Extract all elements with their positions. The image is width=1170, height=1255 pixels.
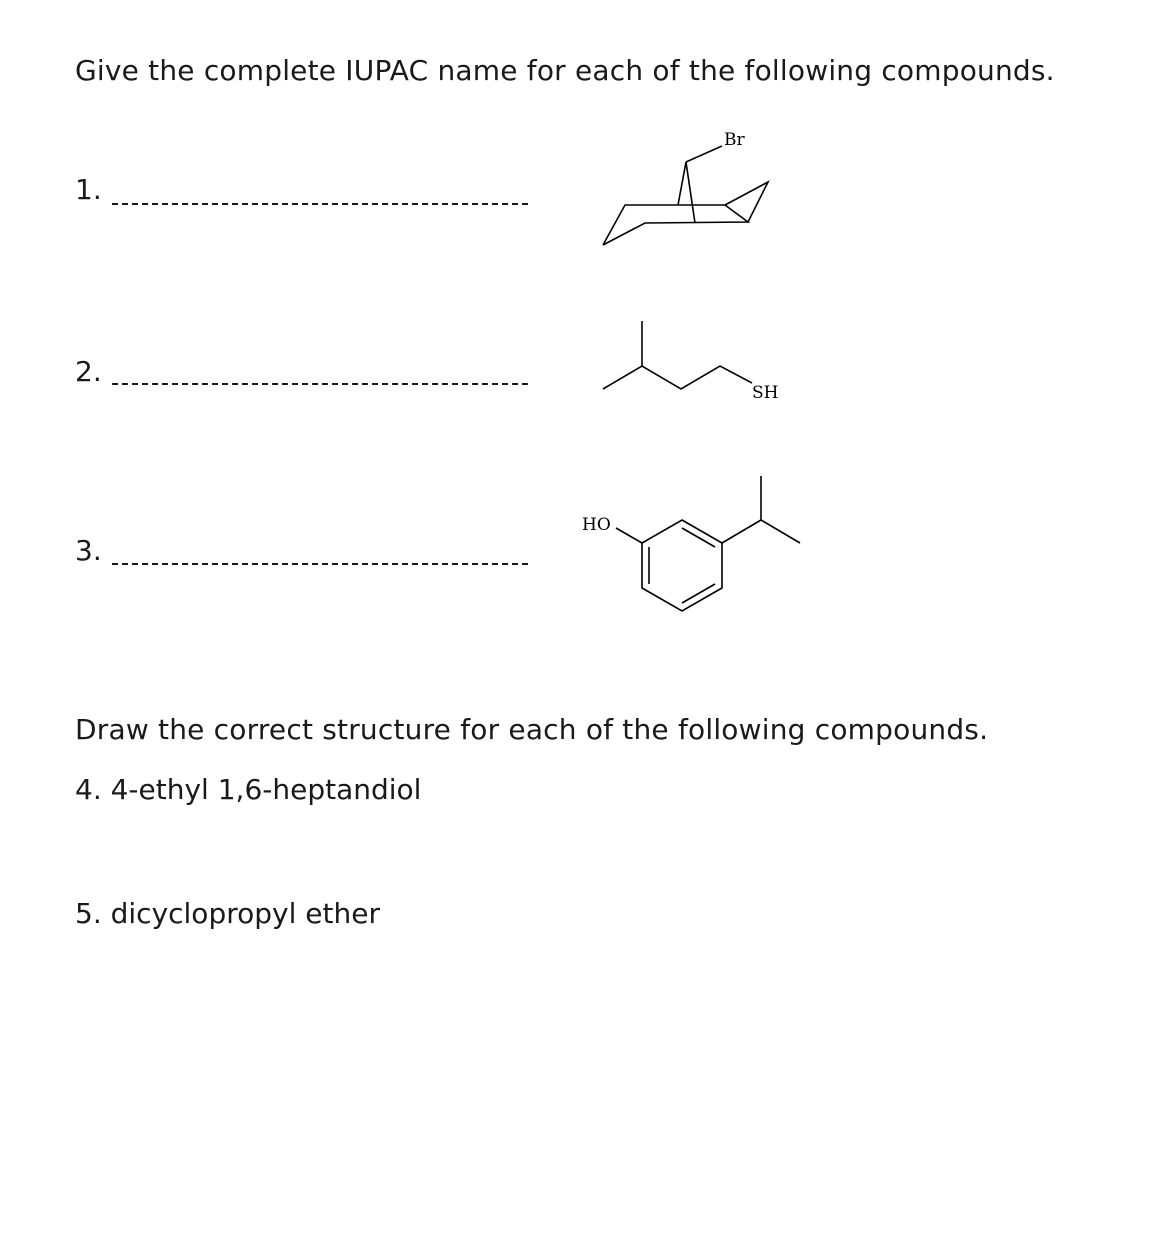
ring-isopropyl-bond — [722, 520, 761, 543]
structure-1-cyclohexane-chair — [603, 146, 768, 245]
thiol-label: SH — [752, 383, 779, 403]
task-5-label: 5. dicyclopropyl ether — [75, 897, 380, 930]
question-3-number: 3. — [75, 534, 102, 567]
hydroxyl-label: HO — [582, 515, 611, 535]
question-1-number: 1. — [75, 173, 102, 206]
ch2-br-bond — [686, 146, 722, 162]
structure-2-thiol-chain — [603, 321, 752, 389]
axial-bond-left — [678, 162, 686, 205]
chair-ring-front — [603, 205, 748, 245]
isopropyl-methyl-right — [761, 520, 800, 543]
section-1-heading: Give the complete IUPAC name for each of the following compounds. — [75, 54, 1055, 87]
bromine-label: Br — [724, 130, 745, 150]
ring-double-bond-2 — [682, 584, 715, 603]
axial-bond-right — [686, 162, 695, 223]
chair-ring-back — [725, 182, 768, 222]
ring-double-bond-1 — [682, 528, 715, 547]
section-2-heading: Draw the correct structure for each of the following compounds. — [75, 713, 989, 746]
carbon-chain — [603, 366, 752, 389]
question-2-number: 2. — [75, 355, 102, 388]
structure-3-phenol — [616, 476, 800, 611]
benzene-ring — [642, 520, 722, 611]
task-4-label: 4. 4-ethyl 1,6-heptandiol — [75, 773, 422, 806]
c-o-bond — [616, 528, 642, 543]
